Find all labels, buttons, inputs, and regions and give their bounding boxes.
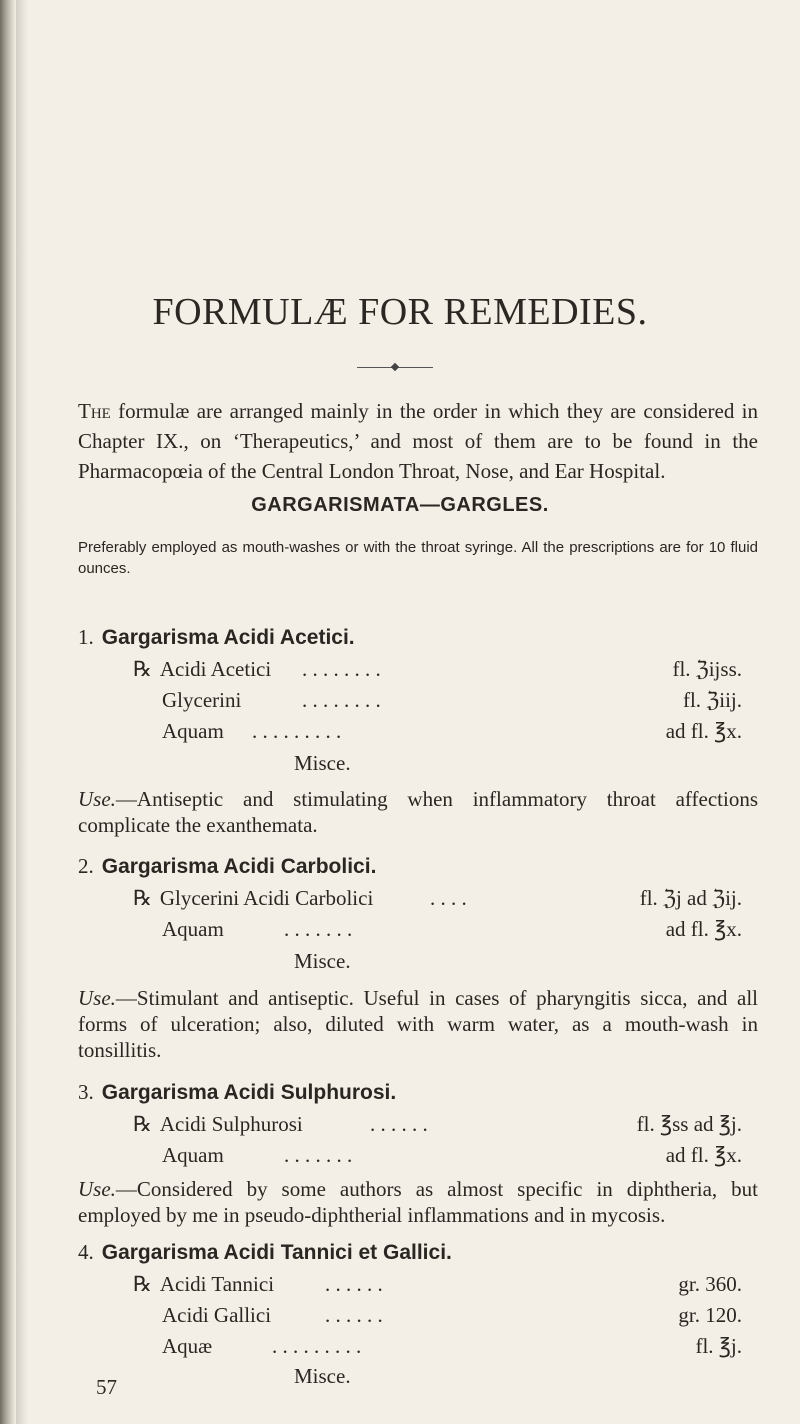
leader-dots: . . . . . . . . . [252,719,342,743]
use-text: —Stimulant and antiseptic. Useful in cases of pharyngitis sicca, and all forms of ulceration; also, diluted with warm water, as a mouth-wash in tonsillitis. [78,986,758,1062]
use-paragraph [78,786,758,838]
leader-dots: . . . . . . [370,1112,428,1136]
ingredient-quantity: gr. 360. [678,1272,742,1296]
use-text: —Antiseptic and stimulating when inflammatory throat affections complicate the exanthemata. [78,787,758,837]
use-label: Use. [78,1177,116,1201]
ingredient-label: Glycerini Acidi Carbolici [159,886,374,910]
formula-name: Gargarisma Acidi Sulphurosi. [101,1081,397,1104]
ingredient-label: Acidi Acetici [159,657,272,681]
recipe-symbol: ℞ [133,1112,152,1136]
ingredient-quantity: fl. ℥j. [695,1334,742,1358]
section-heading: GARGARISMATA—GARGLES. [251,494,549,516]
ingredient-quantity: fl. ℨj ad ℨij. [639,886,742,910]
formula-number: 4. [78,1240,94,1264]
ingredient-label: Acidi Tannici [159,1272,275,1296]
ingredient-row [0,1112,800,1138]
ingredient-quantity: ad fl. ℥x. [665,1143,742,1167]
leader-dots: . . . . . . . [284,917,353,941]
ingredient-name: Acidi Gallici [162,1303,272,1327]
ingredient-row [0,917,800,943]
ingredient-row [0,1303,800,1329]
page-title: FORMULÆ FOR REMEDIES. [152,291,648,333]
intro-lead-word: The [78,399,111,423]
use-label: Use. [78,787,116,811]
formula-heading [78,1240,452,1265]
misce-instruction: Misce. [294,1364,351,1388]
ingredient-name: Aquam [162,719,224,743]
ingredient-row [0,688,800,714]
section-note: Preferably employed as mouth-washes or with the throat syringe. All the prescriptions are for 10 fluid ounces. [78,539,758,577]
intro-text: formulæ are arranged mainly in the order in which they are considered in Chapter IX., on ‘Therapeutics,’ and most of them are to be found in the Pharmacopœia of the Central London Throat, Nose, and Ear Hospital. [78,399,758,483]
leader-dots: . . . . . . [325,1303,383,1327]
use-text: —Considered by some authors as almost specific in diphtheria, but employed by me in pseudo-diphtherial inflammations and in mycosis. [78,1177,758,1227]
misce-instruction: Misce. [294,949,351,973]
ingredient-quantity: gr. 120. [678,1303,742,1327]
ingredient-row [0,1334,800,1360]
ingredient-quantity: fl. ℨijss. [672,657,742,681]
ingredient-name: Aquæ [162,1334,213,1358]
ingredient-name: Glycerini [162,688,242,712]
formula-number: 2. [78,854,94,878]
formula-heading [78,854,376,879]
leader-dots: . . . . . . [325,1272,383,1296]
ingredient-quantity: fl. ℥ss ad ℥j. [636,1112,742,1136]
misce-instruction: Misce. [294,751,351,775]
formula-name: Gargarisma Acidi Carbolici. [101,855,377,878]
formula-name: Gargarisma Acidi Tannici et Gallici. [101,1241,452,1264]
use-paragraph [78,1176,758,1228]
ingredient-name [133,1112,303,1137]
leader-dots: . . . . . . . . [302,657,381,681]
recipe-symbol: ℞ [133,1272,152,1296]
leader-dots: . . . . [430,886,467,910]
ingredient-name [133,657,271,682]
leader-dots: . . . . . . . . . [272,1334,362,1358]
leader-dots: . . . . . . . [284,1143,353,1167]
ingredient-row [0,657,800,683]
ingredient-quantity: ad fl. ℥x. [665,719,742,743]
ingredient-row [0,719,800,745]
ingredient-row [0,886,800,912]
formula-heading [78,625,355,650]
recipe-symbol: ℞ [133,657,152,681]
ingredient-quantity: ad fl. ℥x. [665,917,742,941]
title-ornament-rule [357,367,433,368]
formula-number: 1. [78,625,94,649]
ingredient-row [0,1143,800,1169]
ingredient-name: Aquam [162,917,224,941]
recipe-symbol: ℞ [133,886,152,910]
ingredient-name [133,1272,274,1297]
leader-dots: . . . . . . . . [302,688,381,712]
page-number: 57 [96,1375,117,1399]
formula-name: Gargarisma Acidi Acetici. [101,626,355,649]
use-paragraph [78,985,758,1063]
formula-heading [78,1080,396,1105]
ingredient-name: Aquam [162,1143,224,1167]
ingredient-label: Acidi Sulphurosi [159,1112,303,1136]
ingredient-name [133,886,373,911]
ingredient-row [0,1272,800,1298]
diamond-ornament-icon [391,363,399,371]
formula-number: 3. [78,1080,94,1104]
intro-paragraph [78,396,758,486]
ingredient-quantity: fl. ℨiij. [682,688,742,712]
use-label: Use. [78,986,116,1010]
